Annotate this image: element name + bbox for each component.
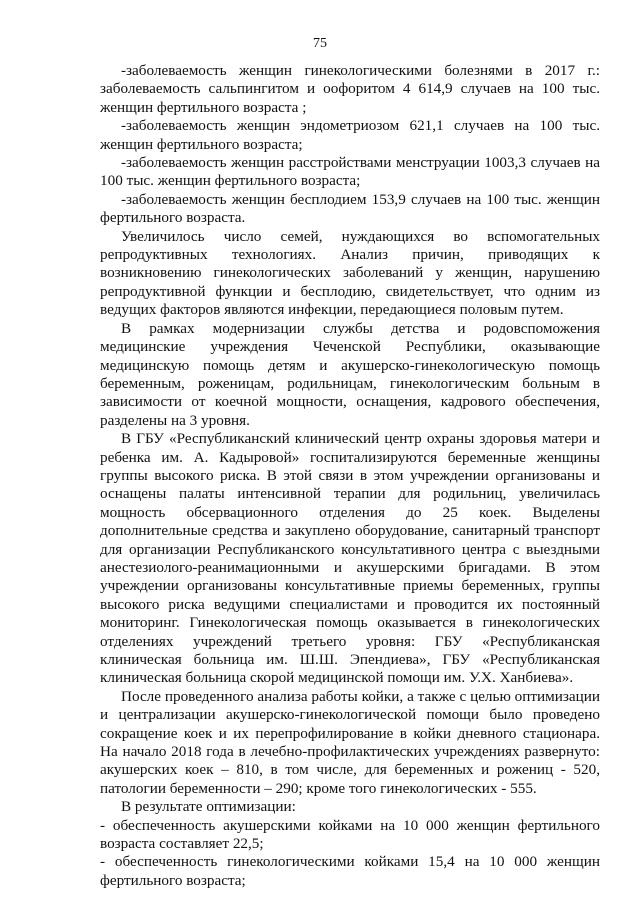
document-body <box>100 62 600 890</box>
paragraph-results-heading: В результате оптимизации: <box>121 798 296 816</box>
list-item-obstetric-beds: - обеспеченность акушерскими койками на 10 000 женщин фертильного возраста составляет 22,5; <box>100 816 600 853</box>
paragraph-endometriosis: -заболеваемость женщин эндометриозом 621,1 случаев на 100 тыс. женщин фертильного возраста; <box>100 117 600 153</box>
paragraph-reproductive-technologies: Увеличилось число семей, нуждающихся во вспомогательных репродуктивных технологиях. Анализ причин, приводящих к возникновению гинекологических заболеваний у женщин, нарушению репродуктивной функции и бесплодию, свидетельствует, что одним из ведущих факторов являются инфекции, передающиеся половым путем. <box>100 227 600 319</box>
paragraph-infertility: -заболеваемость женщин бесплодием 153,9 случаев на 100 тыс. женщин фертильного возраста. <box>100 190 600 227</box>
paragraph-gyn-morbidity: -заболеваемость женщин гинекологическими болезнями в 2017 г.: заболеваемость сальпингитом и оофоритом 4 614,9 случаев на 100 тыс. женщин фертильного возраста ; <box>100 62 600 116</box>
list-item-gynecologic-beds: - обеспеченность гинекологическими койками 15,4 на 10 000 женщин фертильного возраста; <box>100 853 600 889</box>
paragraph-kadyrova-center: В ГБУ «Республиканский клинический центр охраны здоровья матери и ребенка им. А. Кадыровой» госпитализируются беременные женщины группы высокого риска. В этой связи в этом учреждении организованы и оснащены палаты интенсивной терапии для родильниц, увеличилась мощность обсервационного отделения до 25 коек. Выделены дополнительные средства и закуплено оборудование, санитарный транспорт для организации Республиканского консультативного центра с выездными анестезиолого-реанимационными и акушерскими бригадами. В этом учреждении организованы консультативные приемы беременных, группы высокого риска ведущими специалистами и проводится их постоянный мониторинг. Гинекологическая помощь оказывается в гинекологических отделениях учреждений третьего уровня: ГБУ «Республиканская клиническая больница им. Ш.Ш. Эпендиева», ГБУ «Республиканская клиническая больница скорой медицинской помощи им. У.Х. Ханбиева». <box>100 430 600 687</box>
page-number: 75 <box>313 36 327 51</box>
paragraph-modernization: В рамках модернизации службы детства и родовспоможения медицинские учреждения Чеченской Республики, оказывающие медицинскую помощь детям и акушерско-гинекологическую помощь беременным, роженицам, родильницам, гинекологическим больным в зависимости от коечной мощности, оснащения, кадрового обеспечения, разделены на 3 уровня. <box>100 319 600 429</box>
paragraph-bed-optimization: После проведенного анализа работы койки, а также с целью оптимизации и централизации акушерско-гинекологической помощи было проведено сокращение коек и их перепрофилирование в койки дневного стационара. На начало 2018 года в лечебно-профилактических учреждениях развернуто: акушерских коек – 810, в том числе, для беременных и рожениц - 520, патологии беременности – 290; кроме того гинекологических - 555. <box>100 687 600 797</box>
paragraph-menstrual-disorders: -заболеваемость женщин расстройствами менструации 1003,3 случаев на 100 тыс. женщин фертильного возраста; <box>100 154 600 190</box>
